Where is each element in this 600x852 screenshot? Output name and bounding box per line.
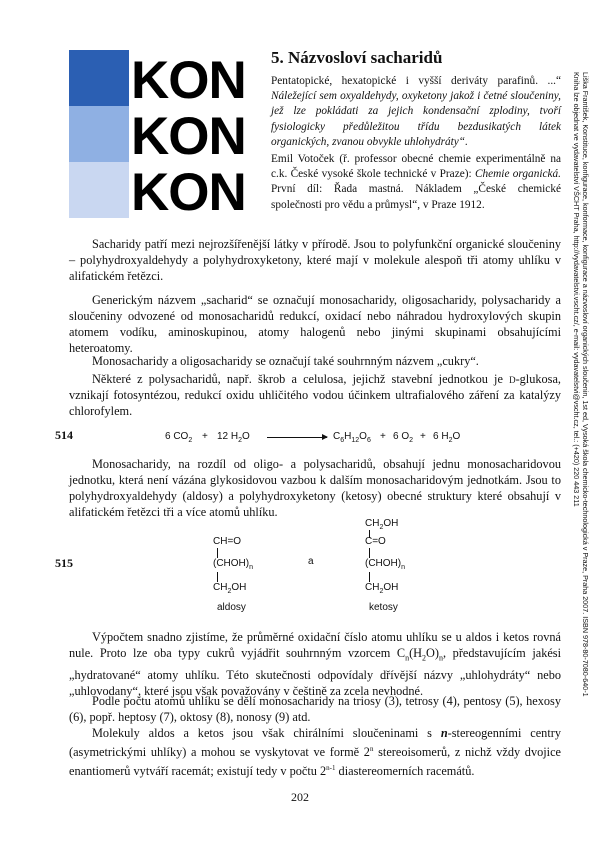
paragraph-5-text: Monosacharidy, na rozdíl od oligo- a polysacharidů, obsahují jednu monosacharidovou jednotku, která není vázána glykosidovou vazbou k dalším monosacharidovým jednotkám. Jsou to polyhydroxyaldehydy (aldosy) a polyhydroxyketony (ketosy) obecné struktury které obsahují v alifatickém řetězci tři a více atomů uhlíku.: [69, 457, 561, 520]
paragraph-6-sub-1: n: [405, 653, 410, 663]
paragraph-4-text-a: Některé z polysacharidů, např. škrob a celulosa, jejichž stavební jednotkou je: [92, 372, 510, 386]
eq514-plus-1: +: [202, 431, 208, 442]
ketose-top: $CH_2OH$: [365, 518, 399, 531]
page-number: 202: [291, 790, 309, 804]
quote-lead: Pentatopické, hexatopické i vyšší deriváty parafinů. ...“: [271, 75, 561, 87]
ketose-carbonyl: C=O: [365, 536, 386, 547]
paragraph-4: [69, 371, 561, 419]
paragraph-6-sub-2: 2: [422, 653, 427, 663]
structures-connector: a: [308, 556, 314, 567]
side-note: [572, 72, 600, 712]
paragraph-1: [69, 236, 561, 284]
ketose-structure: [365, 518, 445, 618]
equation-number-514: 514: [55, 428, 73, 442]
eq514-rhs-2: 6 $O_2$: [393, 431, 414, 444]
logo-square-pale: [69, 162, 129, 218]
eq514-plus-2: +: [380, 431, 386, 442]
paragraph-5: [69, 456, 561, 520]
paragraph-7-text: Podle počtu atomů uhlíku se dělí monosacharidy na triosy (3), tetrosy (4), pentosy (5), hexosy (6), popř. heptosy (7), oktosy (8), nonosy (9) atd.: [69, 694, 561, 725]
ketose-bottom: $CH_2OH$: [365, 582, 399, 595]
aldose-bond-2: [217, 572, 218, 582]
aldose-label: aldosy: [217, 602, 246, 613]
paragraph-7: [69, 693, 561, 725]
side-note-line-2: Kniha lze objednat ve vydavatelství VŠCHT Praha, http://vydavatelstvi.vscht.cz/, e-mail: vydavatelstvi@vscht.cz, tel.: (+420) 220 443 211: [572, 72, 581, 507]
paragraph-8-sup-2: n-1: [326, 764, 336, 773]
equation-number-515: 515: [55, 556, 73, 570]
paragraph-8: [69, 725, 561, 779]
logo-word-1: KON: [131, 51, 246, 110]
epigraph-quote: [271, 74, 561, 150]
chapter-title: 5. Názvosloví sacharidů: [271, 48, 443, 67]
ketose-bond-2: [369, 548, 370, 558]
citation-text: Emil Votoček (ř. professor obecné chemie experimentálně na c.k. České vysoké škole technické v Praze):: [271, 153, 561, 181]
paragraph-2: [69, 292, 561, 356]
reaction-arrow: [267, 437, 327, 438]
paragraph-6-text-a: Výpočtem snadno zjistíme, že průměrné oxidační číslo atomu uhlíku se u aldos i ketos rovná nule. Proto lze oba typy cukrů vyjádřit souhrnným vzorcem C: [69, 630, 561, 661]
eq514-rhs-1: $C_6H_{12}O_6$: [333, 431, 371, 444]
paragraph-8-text-b: -stereogenními centry (asymetrickými uhlíky) a mohou se vyskytovat ve formě 2: [69, 726, 561, 760]
paragraph-1-text: Sacharidy patří mezi nejrozšířenější látky v přírodě. Jsou to polyfunkční organické sloučeniny – polyhydroxyaldehydy a polyhydroxyketony, které mají v molekule alespoň tři atomy uhlíku v alifatickém řetězci.: [69, 237, 561, 284]
paragraph-6-text-b: , představujícím jakési „hydratované“ atomy uhlíku. Této skutečnosti odpovídaly dřívější názvy „uhlohydráty“ nebo „uhlovodany“, které jsou však považovány v češtině za zcela nevhodné.: [69, 646, 562, 698]
logo-square-dark: [69, 50, 129, 106]
aldose-chain: $(CHOH)_n$: [213, 558, 254, 571]
eq514-lhs-1: 6 $CO_2$: [165, 431, 193, 444]
ketose-label: ketosy: [369, 602, 398, 613]
paragraph-8-sup-1: n: [369, 745, 374, 754]
quote-italic: Náležející sem oxyaldehydy, oxyketony jakož i četné sloučeniny, jež lze pokládati za jejich kondensační zplodiny, tvoří fysiologicky předůležitou třídu bezdusikatých látek organických, zvanou obvykle uhlohydráty“.: [271, 90, 561, 148]
ketose-chain: $(CHOH)_n$: [365, 558, 406, 571]
eq514-rhs-3: 6 $H_2O$: [433, 431, 461, 444]
logo-word-2: KON: [131, 107, 246, 166]
aldose-bottom: $CH_2OH$: [213, 582, 247, 595]
paragraph-8-n: n: [440, 726, 448, 740]
citation-rest: První díl: Řada mastná. Nákladem „České chemické společnosti pro vědu a průmysl“, v Praze 1912.: [271, 183, 561, 211]
paragraph-3-text: Monosacharidy a oligosacharidy se označují také souhrnným názvem „cukry“.: [92, 354, 479, 368]
citation-italic: Chemie organická.: [474, 168, 561, 181]
side-note-line-1: Liška František, Konstituce, konfigurace, konformace, konfigurace a názvosloví organických sloučenin, 1st ed, Vysoká škola chemicko-technologická v Praze, Praha 2007. ISBN 978-80-7080-640-1: [581, 72, 590, 697]
equation-514: [165, 428, 465, 450]
paragraph-4-text-b: -glukosa, vznikají fotosyntézou, redukcí oxidu uhličitého vodou účinkem ultrafialového záření za katalýzy chlorofylem.: [69, 372, 561, 419]
paragraph-2-text: Generickým názvem „sacharid“ se označují monosacharidy, oligosacharidy, polysacharidy a sloučeniny odvozené od monosacharidů redukcí, oxidací nebo náhradou hydroxylových skupin atomem vodíku, aminoskupinou, atomy halogenů nebo jinými skupinami obsahujícími heteroatomy.: [69, 293, 561, 356]
paragraph-8-text-d: diastereomerních racemátů.: [335, 764, 475, 779]
eq514-lhs-2: 12 $H_2O$: [217, 431, 250, 444]
paragraph-6: [69, 629, 561, 699]
paragraph-3: [69, 353, 561, 369]
kon-logo: [69, 50, 258, 222]
logo-word-3: KON: [131, 163, 246, 222]
paragraph-6-sub-3: n: [439, 653, 444, 663]
paragraph-6-mid: (H: [409, 646, 423, 661]
epigraph-citation: [271, 152, 561, 213]
paragraph-4-smallcaps: d: [509, 372, 516, 386]
eq514-plus-3: +: [420, 431, 426, 442]
aldose-top: CH=O: [213, 536, 242, 547]
ketose-bond-3: [369, 572, 370, 582]
paragraph-8-text-a: Molekuly aldos a ketos jsou však chirálními sloučeninami s: [92, 726, 441, 740]
aldose-structure: [213, 536, 293, 616]
logo-square-light: [69, 106, 129, 162]
aldose-bond-1: [217, 548, 218, 558]
paragraph-8-text-c: stereoisomerů, z nichž vždy dvojice enantiomerů vytváří racemát; existují tedy v počtu 2: [69, 745, 562, 779]
paragraph-6-mid-2: O): [426, 646, 440, 661]
